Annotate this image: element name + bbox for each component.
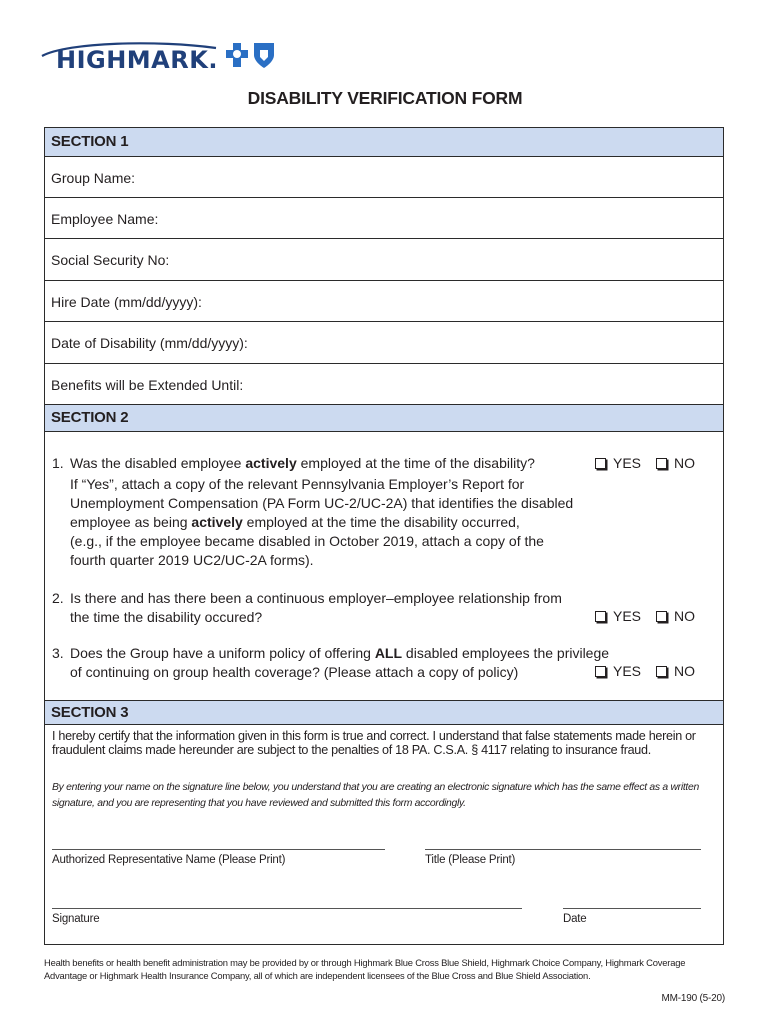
checkbox-icon (656, 458, 667, 469)
blue-shield-icon (252, 41, 276, 69)
section1-heading: SECTION 1 (45, 128, 723, 157)
question-2: 2. Is there and has there been a continuous employer–employee relationship from the time the disability occured? (52, 590, 562, 625)
blue-cross-icon (225, 42, 249, 68)
question-1-note-line: employee as being actively employed at the time the disability occurred, (70, 514, 520, 530)
highmark-logo (38, 40, 278, 80)
section3-heading: SECTION 3 (45, 700, 723, 725)
signature-label: Signature (52, 913, 100, 925)
question-1-note-line: Unemployment Compensation (PA Form UC-2/UC-2A) that identifies the disabled (70, 495, 574, 511)
q3-yes-checkbox[interactable]: YES (595, 663, 641, 679)
certification-text: I hereby certify that the information given in this form is true and correct. I understand that false statements made herein or fraudulent claims made hereunder are subject to the penalties of 18 PA. C.S.A. § 4117 relating to insurance fraud. (52, 729, 696, 757)
q3-no-checkbox[interactable]: NO (656, 663, 695, 679)
question-1: 1. Was the disabled employee actively employed at the time of the disability? If “Yes”, attach a copy of the relevant Pennsylvania Employer’s Report for Unemployment Compensation (PA Form UC-2/UC-2A) that identifies the disabled employee as being actively employed at the time the disability occurred, (e.g., if the employee became disabled in October 2019, attach a copy of the fourth quarter 2019 UC2/UC-2A forms). (52, 455, 574, 568)
q2-yes-checkbox[interactable]: YES (595, 608, 641, 624)
question-1-note-line: If “Yes”, attach a copy of the relevant Pennsylvania Employer’s Report for (70, 476, 525, 492)
checkbox-icon (595, 611, 606, 622)
form-number: MM-190 (5-20) (661, 993, 725, 1004)
checkbox-icon (595, 458, 606, 469)
checkbox-icon (656, 666, 667, 677)
footer-disclaimer: Health benefits or health benefit administration may be provided by or through Highmark Blue Cross Blue Shield, Highmark Choice Company, Highmark Coverage Advantage or Highmark Health Insurance Company, all of which are independent licensees of the Blue Cross and Blue Shield Association. (44, 957, 686, 981)
logo-wordmark: HIGHMARK. (56, 46, 218, 74)
question-3: 3. Does the Group have a uniform policy of offering ALL disabled employees the privilege of continuing on group health coverage? (Please attach a copy of policy) (52, 645, 610, 680)
hire-date-field[interactable]: Hire Date (mm/dd/yyyy): (45, 281, 723, 322)
checkbox-icon (595, 666, 606, 677)
benefits-extended-field[interactable]: Benefits will be Extended Until: (51, 377, 244, 393)
date-label: Date (563, 913, 587, 925)
group-name-field[interactable]: Group Name: (45, 157, 723, 198)
q1-yes-checkbox[interactable]: YES (595, 455, 641, 471)
rep-name-line[interactable] (52, 849, 385, 850)
employee-name-field[interactable]: Employee Name: (45, 198, 723, 239)
question-1-number: 1. (52, 455, 64, 471)
question-1-note-line: fourth quarter 2019 UC2/UC-2A forms). (70, 552, 314, 568)
date-of-disability-field[interactable]: Date of Disability (mm/dd/yyyy): (45, 322, 723, 364)
q2-no-checkbox[interactable]: NO (656, 608, 695, 624)
esignature-notice: By entering your name on the signature line below, you understand that you are creating an electronic signature which has the same effect as a written signature, and you are representing that you have reviewed and submitted this form accordingly. (52, 782, 699, 809)
date-line[interactable] (563, 908, 701, 909)
form-title: DISABILITY VERIFICATION FORM (247, 88, 523, 108)
title-line[interactable] (425, 849, 701, 850)
q1-no-checkbox[interactable]: NO (656, 455, 695, 471)
signature-line[interactable] (52, 908, 522, 909)
checkbox-icon (656, 611, 667, 622)
form-body (44, 127, 724, 945)
section2-heading: SECTION 2 (45, 404, 723, 432)
rep-name-label: Authorized Representative Name (Please Print) (52, 854, 286, 866)
question-1-note-line: (e.g., if the employee became disabled in October 2019, attach a copy of the (70, 533, 544, 549)
social-security-field[interactable]: Social Security No: (45, 239, 723, 281)
title-label: Title (Please Print) (425, 854, 516, 866)
